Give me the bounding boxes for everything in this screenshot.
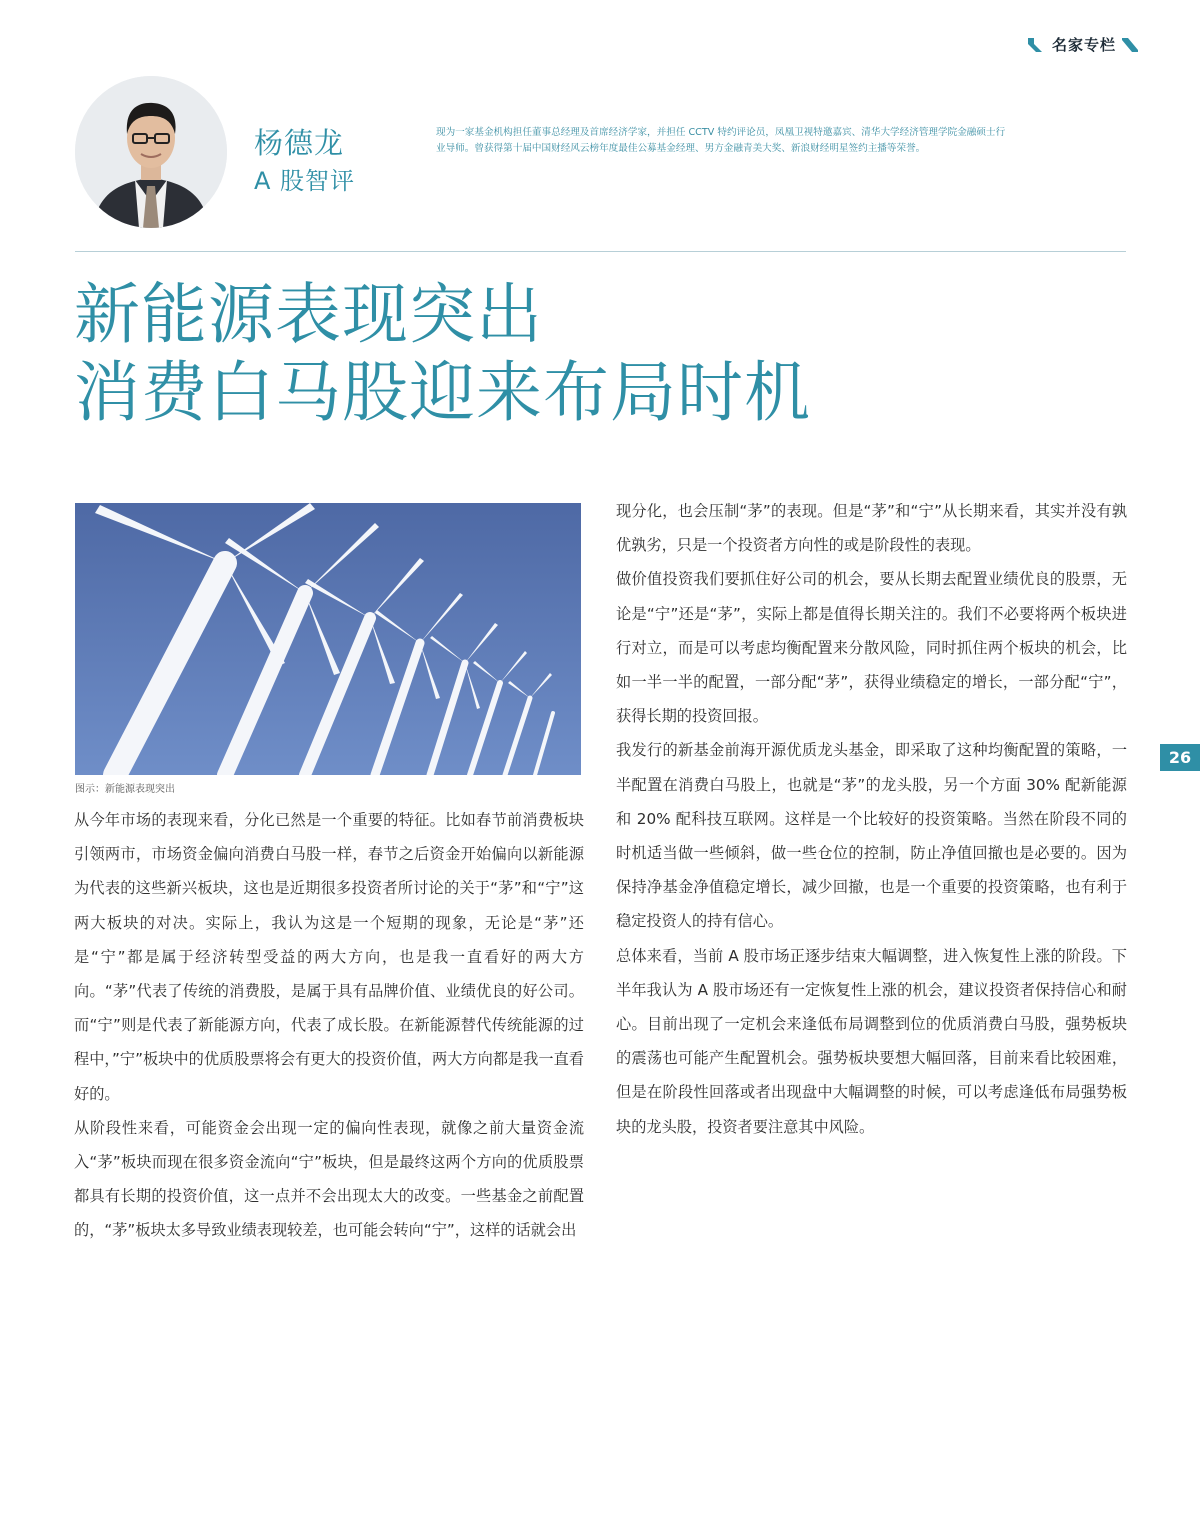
paragraph: 我发行的新基金前海开源优质龙头基金，即采取了这种均衡配置的策略，一半配置在消费白马股上，也就是“茅”的龙头股，另一个方面 30% 配新能源和 20% 配科技互联网。这样是一个比较好的投资策略。当然在阶段不同的时机适当做一些倾斜，做一些仓位的控制，防止净值回撤也是必要的。因为保持净基金净值稳定增长，减少回撤，也是一个重要的投资策略，也有利于稳定投资人的持有信心。 xyxy=(616,741,1127,931)
author-column-name: A 股智评 xyxy=(254,167,356,195)
paragraph: 总体来看，当前 A 股市场正逐步结束大幅调整，进入恢复性上涨的阶段。下半年我认为 A 股市场还有一定恢复性上涨的机会，建议投资者保持信心和耐心。目前出现了一定机会来逢低布局调整到位的优质消费白马股，强势板块的震荡也可能产生配置机会。强势板块要想大幅回落，目前来看比较困难，但是在阶段性回落或者出现盘中大幅调整的时候，可以考虑逢低布局强势板块的龙头股，投资者要注意其中风险。 xyxy=(616,946,1127,1136)
paragraph: 现分化，也会压制“茅”的表现。但是“茅”和“宁”从长期来看，其实并没有孰优孰劣，只是一个投资者方向性的或是阶段性的表现。 xyxy=(616,502,1127,555)
page-number: 26 xyxy=(1160,744,1200,771)
article-title xyxy=(74,276,811,432)
image-caption: 图示：新能源表现突出 xyxy=(75,784,175,795)
body-column-left xyxy=(74,803,584,1248)
author-avatar xyxy=(75,76,227,228)
column-tag-label: 名家专栏 xyxy=(1052,35,1117,54)
wind-turbines-image xyxy=(75,503,581,775)
right-slash-mark-icon xyxy=(1122,36,1138,52)
column-tag xyxy=(1028,34,1138,54)
body-column-right xyxy=(616,494,1127,1144)
author-portrait-icon xyxy=(75,76,227,228)
paragraph: 做价值投资我们要抓住好公司的机会，要从长期去配置业绩优良的股票，无论是“宁”还是“茅”，实际上都是值得长期关注的。我们不必要将两个板块进行对立，而是可以考虑均衡配置来分散风险，同时抓住两个板块的机会，比如一半一半的配置，一部分配“茅”，获得业绩稳定的增长，一部分配“宁”，获得长期的投资回报。 xyxy=(616,570,1127,726)
left-arrow-mark-icon xyxy=(1028,36,1044,52)
header-divider xyxy=(75,251,1126,252)
title-line-2: 消费白马股迎来布局时机 xyxy=(74,354,811,431)
paragraph: 从阶段性来看，可能资金会出现一定的偏向性表现，就像之前大量资金流入“茅”板块而现在很多资金流向“宁”板块，但是最终这两个方向的优质股票都具有长期的投资价值，这一点并不会出现太大的改变。一些基金之前配置的，“茅”板块太多导致业绩表现较差，也可能会转向“宁”，这样的话就会出 xyxy=(74,1118,584,1240)
title-line-1: 新能源表现突出 xyxy=(74,276,543,353)
wind-turbines-photo xyxy=(75,503,581,775)
author-bio: 现为一家基金机构担任董事总经理及首席经济学家，并担任 CCTV 特约评论员，凤凰卫视特邀嘉宾、清华大学经济管理学院金融硕士行业导师。曾获得第十届中国财经风云榜年度最佳公募基金经理、男方金融青美大奖、新浪财经明星签约主播等荣誉。 xyxy=(436,127,1006,154)
paragraph: 从今年市场的表现来看，分化已然是一个重要的特征。比如春节前消费板块引领两市，市场资金偏向消费白马股一样，春节之后资金开始偏向以新能源为代表的这些新兴板块，这也是近期很多投资者所讨论的关于“茅”和“宁”这两大板块的对决。实际上，我认为这是一个短期的现象，无论是“茅”还是“宁”都是属于经济转型受益的两大方向，也是我一直看好的两大方向。“茅”代表了传统的消费股，是属于具有品牌价值、业绩优良的好公司。而“宁”则是代表了新能源方向，代表了成长股。在新能源替代传统能源的过程中，”宁”板块中的优质股票将会有更大的投资价值，两大方向都是我一直看好的。 xyxy=(74,811,584,1103)
author-name: 杨德龙 xyxy=(254,126,345,160)
